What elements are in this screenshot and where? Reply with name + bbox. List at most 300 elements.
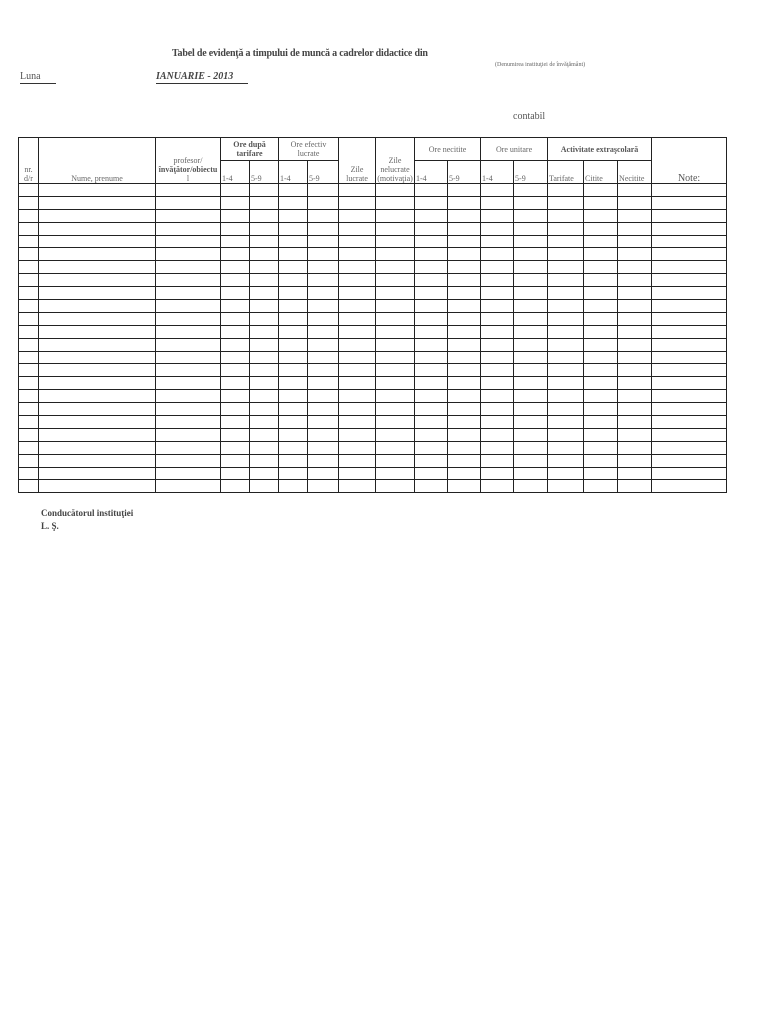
table-cell[interactable] bbox=[584, 480, 618, 493]
table-cell[interactable] bbox=[221, 300, 250, 313]
table-cell[interactable] bbox=[156, 428, 221, 441]
table-cell[interactable] bbox=[308, 390, 339, 403]
table-cell[interactable] bbox=[514, 300, 548, 313]
table-cell[interactable] bbox=[250, 441, 279, 454]
table-cell[interactable] bbox=[618, 235, 652, 248]
table-cell[interactable] bbox=[156, 416, 221, 429]
table-cell[interactable] bbox=[548, 428, 584, 441]
table-cell[interactable] bbox=[250, 390, 279, 403]
table-cell[interactable] bbox=[376, 235, 415, 248]
table-cell[interactable] bbox=[584, 416, 618, 429]
table-cell[interactable] bbox=[448, 209, 481, 222]
table-cell[interactable] bbox=[448, 235, 481, 248]
table-cell[interactable] bbox=[618, 261, 652, 274]
table-cell[interactable] bbox=[39, 364, 156, 377]
table-cell[interactable] bbox=[514, 480, 548, 493]
table-cell[interactable] bbox=[39, 325, 156, 338]
table-cell[interactable] bbox=[514, 261, 548, 274]
table-cell[interactable] bbox=[652, 403, 727, 416]
table-cell[interactable] bbox=[339, 377, 376, 390]
table-cell[interactable] bbox=[279, 248, 308, 261]
table-cell[interactable] bbox=[308, 416, 339, 429]
table-cell[interactable] bbox=[652, 287, 727, 300]
table-cell[interactable] bbox=[39, 184, 156, 197]
table-cell[interactable] bbox=[415, 287, 448, 300]
table-cell[interactable] bbox=[339, 325, 376, 338]
table-cell[interactable] bbox=[308, 312, 339, 325]
table-cell[interactable] bbox=[481, 416, 514, 429]
table-cell[interactable] bbox=[514, 287, 548, 300]
table-cell[interactable] bbox=[156, 196, 221, 209]
table-cell[interactable] bbox=[448, 287, 481, 300]
table-cell[interactable] bbox=[514, 209, 548, 222]
table-cell[interactable] bbox=[376, 351, 415, 364]
table-cell[interactable] bbox=[339, 312, 376, 325]
table-cell[interactable] bbox=[250, 467, 279, 480]
table-cell[interactable] bbox=[376, 428, 415, 441]
table-cell[interactable] bbox=[584, 274, 618, 287]
table-cell[interactable] bbox=[448, 351, 481, 364]
table-cell[interactable] bbox=[415, 325, 448, 338]
table-cell[interactable] bbox=[448, 467, 481, 480]
table-cell[interactable] bbox=[415, 467, 448, 480]
table-cell[interactable] bbox=[39, 300, 156, 313]
table-cell[interactable] bbox=[652, 248, 727, 261]
table-cell[interactable] bbox=[279, 351, 308, 364]
table-cell[interactable] bbox=[652, 364, 727, 377]
table-cell[interactable] bbox=[19, 287, 39, 300]
table-cell[interactable] bbox=[548, 235, 584, 248]
table-cell[interactable] bbox=[415, 222, 448, 235]
table-cell[interactable] bbox=[250, 261, 279, 274]
table-cell[interactable] bbox=[221, 209, 250, 222]
table-cell[interactable] bbox=[376, 467, 415, 480]
table-cell[interactable] bbox=[376, 338, 415, 351]
table-cell[interactable] bbox=[221, 338, 250, 351]
table-cell[interactable] bbox=[481, 261, 514, 274]
table-cell[interactable] bbox=[618, 467, 652, 480]
table-cell[interactable] bbox=[308, 377, 339, 390]
table-cell[interactable] bbox=[339, 454, 376, 467]
table-cell[interactable] bbox=[339, 338, 376, 351]
table-cell[interactable] bbox=[448, 222, 481, 235]
table-cell[interactable] bbox=[19, 351, 39, 364]
table-cell[interactable] bbox=[250, 480, 279, 493]
table-cell[interactable] bbox=[279, 222, 308, 235]
table-cell[interactable] bbox=[584, 467, 618, 480]
table-cell[interactable] bbox=[19, 454, 39, 467]
table-cell[interactable] bbox=[481, 338, 514, 351]
table-cell[interactable] bbox=[279, 338, 308, 351]
table-cell[interactable] bbox=[250, 403, 279, 416]
table-cell[interactable] bbox=[514, 351, 548, 364]
table-cell[interactable] bbox=[279, 416, 308, 429]
table-cell[interactable] bbox=[279, 480, 308, 493]
table-cell[interactable] bbox=[19, 441, 39, 454]
table-cell[interactable] bbox=[39, 222, 156, 235]
table-cell[interactable] bbox=[548, 325, 584, 338]
table-cell[interactable] bbox=[618, 428, 652, 441]
table-cell[interactable] bbox=[250, 351, 279, 364]
table-cell[interactable] bbox=[548, 351, 584, 364]
table-cell[interactable] bbox=[652, 312, 727, 325]
table-cell[interactable] bbox=[514, 416, 548, 429]
table-cell[interactable] bbox=[250, 377, 279, 390]
table-cell[interactable] bbox=[652, 261, 727, 274]
table-cell[interactable] bbox=[221, 325, 250, 338]
table-cell[interactable] bbox=[308, 222, 339, 235]
table-cell[interactable] bbox=[308, 196, 339, 209]
table-cell[interactable] bbox=[156, 312, 221, 325]
table-cell[interactable] bbox=[584, 428, 618, 441]
table-cell[interactable] bbox=[548, 222, 584, 235]
table-cell[interactable] bbox=[514, 403, 548, 416]
table-cell[interactable] bbox=[514, 454, 548, 467]
table-cell[interactable] bbox=[156, 209, 221, 222]
table-cell[interactable] bbox=[514, 235, 548, 248]
table-cell[interactable] bbox=[19, 403, 39, 416]
table-cell[interactable] bbox=[19, 235, 39, 248]
table-cell[interactable] bbox=[376, 196, 415, 209]
table-cell[interactable] bbox=[584, 351, 618, 364]
table-cell[interactable] bbox=[308, 338, 339, 351]
table-cell[interactable] bbox=[279, 235, 308, 248]
table-cell[interactable] bbox=[415, 300, 448, 313]
table-cell[interactable] bbox=[308, 467, 339, 480]
table-cell[interactable] bbox=[19, 209, 39, 222]
table-cell[interactable] bbox=[221, 467, 250, 480]
table-cell[interactable] bbox=[376, 390, 415, 403]
table-cell[interactable] bbox=[584, 377, 618, 390]
table-cell[interactable] bbox=[156, 403, 221, 416]
table-cell[interactable] bbox=[156, 300, 221, 313]
table-cell[interactable] bbox=[618, 480, 652, 493]
table-cell[interactable] bbox=[279, 300, 308, 313]
table-cell[interactable] bbox=[548, 390, 584, 403]
table-cell[interactable] bbox=[19, 222, 39, 235]
table-cell[interactable] bbox=[339, 209, 376, 222]
table-cell[interactable] bbox=[618, 454, 652, 467]
table-cell[interactable] bbox=[548, 261, 584, 274]
table-cell[interactable] bbox=[514, 184, 548, 197]
table-cell[interactable] bbox=[376, 441, 415, 454]
table-cell[interactable] bbox=[39, 454, 156, 467]
table-cell[interactable] bbox=[548, 338, 584, 351]
table-cell[interactable] bbox=[415, 338, 448, 351]
table-cell[interactable] bbox=[339, 287, 376, 300]
table-cell[interactable] bbox=[250, 364, 279, 377]
table-cell[interactable] bbox=[39, 428, 156, 441]
table-cell[interactable] bbox=[250, 274, 279, 287]
table-cell[interactable] bbox=[618, 312, 652, 325]
table-cell[interactable] bbox=[514, 196, 548, 209]
table-cell[interactable] bbox=[19, 390, 39, 403]
table-cell[interactable] bbox=[339, 390, 376, 403]
table-cell[interactable] bbox=[415, 261, 448, 274]
table-cell[interactable] bbox=[548, 196, 584, 209]
table-cell[interactable] bbox=[39, 441, 156, 454]
table-cell[interactable] bbox=[584, 390, 618, 403]
table-cell[interactable] bbox=[652, 480, 727, 493]
table-cell[interactable] bbox=[376, 480, 415, 493]
table-cell[interactable] bbox=[481, 428, 514, 441]
table-cell[interactable] bbox=[514, 312, 548, 325]
table-cell[interactable] bbox=[448, 428, 481, 441]
table-cell[interactable] bbox=[652, 441, 727, 454]
table-cell[interactable] bbox=[376, 377, 415, 390]
table-cell[interactable] bbox=[415, 377, 448, 390]
table-cell[interactable] bbox=[548, 300, 584, 313]
table-cell[interactable] bbox=[618, 390, 652, 403]
table-cell[interactable] bbox=[584, 261, 618, 274]
table-cell[interactable] bbox=[39, 416, 156, 429]
table-cell[interactable] bbox=[279, 261, 308, 274]
table-cell[interactable] bbox=[548, 274, 584, 287]
table-cell[interactable] bbox=[279, 441, 308, 454]
table-cell[interactable] bbox=[250, 312, 279, 325]
table-cell[interactable] bbox=[584, 184, 618, 197]
table-cell[interactable] bbox=[584, 235, 618, 248]
table-cell[interactable] bbox=[481, 184, 514, 197]
table-cell[interactable] bbox=[448, 364, 481, 377]
table-cell[interactable] bbox=[250, 222, 279, 235]
table-cell[interactable] bbox=[19, 261, 39, 274]
table-cell[interactable] bbox=[339, 441, 376, 454]
table-cell[interactable] bbox=[618, 184, 652, 197]
table-cell[interactable] bbox=[448, 416, 481, 429]
table-cell[interactable] bbox=[415, 403, 448, 416]
table-cell[interactable] bbox=[339, 235, 376, 248]
table-cell[interactable] bbox=[514, 325, 548, 338]
table-cell[interactable] bbox=[279, 403, 308, 416]
table-cell[interactable] bbox=[39, 261, 156, 274]
table-cell[interactable] bbox=[514, 222, 548, 235]
table-cell[interactable] bbox=[415, 416, 448, 429]
table-cell[interactable] bbox=[514, 338, 548, 351]
table-cell[interactable] bbox=[376, 364, 415, 377]
table-cell[interactable] bbox=[584, 325, 618, 338]
table-cell[interactable] bbox=[279, 377, 308, 390]
table-cell[interactable] bbox=[39, 403, 156, 416]
table-cell[interactable] bbox=[308, 261, 339, 274]
table-cell[interactable] bbox=[221, 248, 250, 261]
table-cell[interactable] bbox=[376, 300, 415, 313]
table-cell[interactable] bbox=[481, 377, 514, 390]
table-cell[interactable] bbox=[618, 300, 652, 313]
table-cell[interactable] bbox=[652, 274, 727, 287]
table-cell[interactable] bbox=[221, 390, 250, 403]
table-cell[interactable] bbox=[448, 261, 481, 274]
table-cell[interactable] bbox=[548, 184, 584, 197]
table-cell[interactable] bbox=[376, 248, 415, 261]
table-cell[interactable] bbox=[481, 209, 514, 222]
table-cell[interactable] bbox=[584, 403, 618, 416]
table-cell[interactable] bbox=[339, 416, 376, 429]
table-cell[interactable] bbox=[548, 287, 584, 300]
table-cell[interactable] bbox=[618, 196, 652, 209]
table-cell[interactable] bbox=[221, 312, 250, 325]
table-cell[interactable] bbox=[279, 364, 308, 377]
table-cell[interactable] bbox=[39, 274, 156, 287]
table-cell[interactable] bbox=[39, 287, 156, 300]
table-cell[interactable] bbox=[221, 403, 250, 416]
table-cell[interactable] bbox=[156, 351, 221, 364]
table-cell[interactable] bbox=[652, 196, 727, 209]
table-cell[interactable] bbox=[481, 454, 514, 467]
table-cell[interactable] bbox=[481, 351, 514, 364]
table-cell[interactable] bbox=[548, 480, 584, 493]
table-cell[interactable] bbox=[39, 248, 156, 261]
table-cell[interactable] bbox=[514, 441, 548, 454]
table-cell[interactable] bbox=[221, 222, 250, 235]
table-cell[interactable] bbox=[415, 184, 448, 197]
table-cell[interactable] bbox=[19, 312, 39, 325]
table-cell[interactable] bbox=[308, 287, 339, 300]
table-cell[interactable] bbox=[652, 300, 727, 313]
table-cell[interactable] bbox=[481, 480, 514, 493]
table-cell[interactable] bbox=[652, 377, 727, 390]
table-cell[interactable] bbox=[339, 351, 376, 364]
table-cell[interactable] bbox=[308, 428, 339, 441]
table-cell[interactable] bbox=[618, 377, 652, 390]
table-cell[interactable] bbox=[308, 209, 339, 222]
table-cell[interactable] bbox=[156, 377, 221, 390]
table-cell[interactable] bbox=[448, 377, 481, 390]
table-cell[interactable] bbox=[221, 287, 250, 300]
table-cell[interactable] bbox=[19, 467, 39, 480]
table-cell[interactable] bbox=[652, 325, 727, 338]
table-cell[interactable] bbox=[618, 248, 652, 261]
table-cell[interactable] bbox=[514, 428, 548, 441]
table-cell[interactable] bbox=[618, 364, 652, 377]
table-cell[interactable] bbox=[514, 390, 548, 403]
table-cell[interactable] bbox=[618, 209, 652, 222]
table-cell[interactable] bbox=[584, 338, 618, 351]
table-cell[interactable] bbox=[584, 364, 618, 377]
table-cell[interactable] bbox=[339, 196, 376, 209]
table-cell[interactable] bbox=[652, 390, 727, 403]
table-cell[interactable] bbox=[415, 364, 448, 377]
table-cell[interactable] bbox=[618, 441, 652, 454]
table-cell[interactable] bbox=[250, 338, 279, 351]
table-cell[interactable] bbox=[652, 338, 727, 351]
table-cell[interactable] bbox=[250, 428, 279, 441]
table-cell[interactable] bbox=[279, 312, 308, 325]
table-cell[interactable] bbox=[652, 467, 727, 480]
table-cell[interactable] bbox=[279, 209, 308, 222]
table-cell[interactable] bbox=[448, 441, 481, 454]
table-cell[interactable] bbox=[548, 248, 584, 261]
table-cell[interactable] bbox=[584, 196, 618, 209]
table-cell[interactable] bbox=[19, 325, 39, 338]
table-cell[interactable] bbox=[221, 377, 250, 390]
table-cell[interactable] bbox=[481, 312, 514, 325]
table-cell[interactable] bbox=[415, 351, 448, 364]
table-cell[interactable] bbox=[250, 209, 279, 222]
table-cell[interactable] bbox=[481, 222, 514, 235]
table-cell[interactable] bbox=[250, 325, 279, 338]
table-cell[interactable] bbox=[308, 300, 339, 313]
table-cell[interactable] bbox=[415, 248, 448, 261]
table-cell[interactable] bbox=[448, 312, 481, 325]
table-cell[interactable] bbox=[39, 312, 156, 325]
table-cell[interactable] bbox=[652, 235, 727, 248]
table-cell[interactable] bbox=[221, 351, 250, 364]
table-cell[interactable] bbox=[39, 480, 156, 493]
table-cell[interactable] bbox=[481, 364, 514, 377]
table-cell[interactable] bbox=[250, 235, 279, 248]
table-cell[interactable] bbox=[584, 222, 618, 235]
table-cell[interactable] bbox=[19, 428, 39, 441]
table-cell[interactable] bbox=[481, 467, 514, 480]
table-cell[interactable] bbox=[250, 248, 279, 261]
table-cell[interactable] bbox=[339, 274, 376, 287]
table-cell[interactable] bbox=[308, 325, 339, 338]
table-cell[interactable] bbox=[156, 235, 221, 248]
table-cell[interactable] bbox=[308, 274, 339, 287]
table-cell[interactable] bbox=[279, 467, 308, 480]
table-cell[interactable] bbox=[652, 209, 727, 222]
table-cell[interactable] bbox=[618, 222, 652, 235]
table-cell[interactable] bbox=[481, 325, 514, 338]
table-cell[interactable] bbox=[376, 416, 415, 429]
table-cell[interactable] bbox=[618, 403, 652, 416]
table-cell[interactable] bbox=[376, 274, 415, 287]
table-cell[interactable] bbox=[618, 274, 652, 287]
table-cell[interactable] bbox=[308, 248, 339, 261]
table-cell[interactable] bbox=[279, 325, 308, 338]
table-cell[interactable] bbox=[39, 196, 156, 209]
table-cell[interactable] bbox=[19, 377, 39, 390]
table-cell[interactable] bbox=[514, 274, 548, 287]
table-cell[interactable] bbox=[548, 377, 584, 390]
table-cell[interactable] bbox=[584, 312, 618, 325]
table-cell[interactable] bbox=[415, 480, 448, 493]
table-cell[interactable] bbox=[618, 351, 652, 364]
table-cell[interactable] bbox=[415, 312, 448, 325]
table-cell[interactable] bbox=[308, 480, 339, 493]
table-cell[interactable] bbox=[156, 364, 221, 377]
table-cell[interactable] bbox=[618, 325, 652, 338]
table-cell[interactable] bbox=[415, 441, 448, 454]
table-cell[interactable] bbox=[19, 248, 39, 261]
table-cell[interactable] bbox=[19, 338, 39, 351]
table-cell[interactable] bbox=[156, 454, 221, 467]
table-cell[interactable] bbox=[39, 377, 156, 390]
table-cell[interactable] bbox=[156, 261, 221, 274]
table-cell[interactable] bbox=[39, 209, 156, 222]
table-cell[interactable] bbox=[279, 274, 308, 287]
table-cell[interactable] bbox=[618, 287, 652, 300]
table-cell[interactable] bbox=[279, 428, 308, 441]
table-cell[interactable] bbox=[221, 480, 250, 493]
table-cell[interactable] bbox=[448, 196, 481, 209]
table-cell[interactable] bbox=[250, 184, 279, 197]
table-cell[interactable] bbox=[221, 274, 250, 287]
table-cell[interactable] bbox=[339, 480, 376, 493]
table-cell[interactable] bbox=[448, 274, 481, 287]
table-cell[interactable] bbox=[481, 300, 514, 313]
table-cell[interactable] bbox=[19, 300, 39, 313]
table-cell[interactable] bbox=[376, 287, 415, 300]
table-cell[interactable] bbox=[250, 300, 279, 313]
table-cell[interactable] bbox=[221, 235, 250, 248]
table-cell[interactable] bbox=[308, 184, 339, 197]
table-cell[interactable] bbox=[279, 287, 308, 300]
table-cell[interactable] bbox=[652, 184, 727, 197]
table-cell[interactable] bbox=[415, 390, 448, 403]
table-cell[interactable] bbox=[279, 390, 308, 403]
